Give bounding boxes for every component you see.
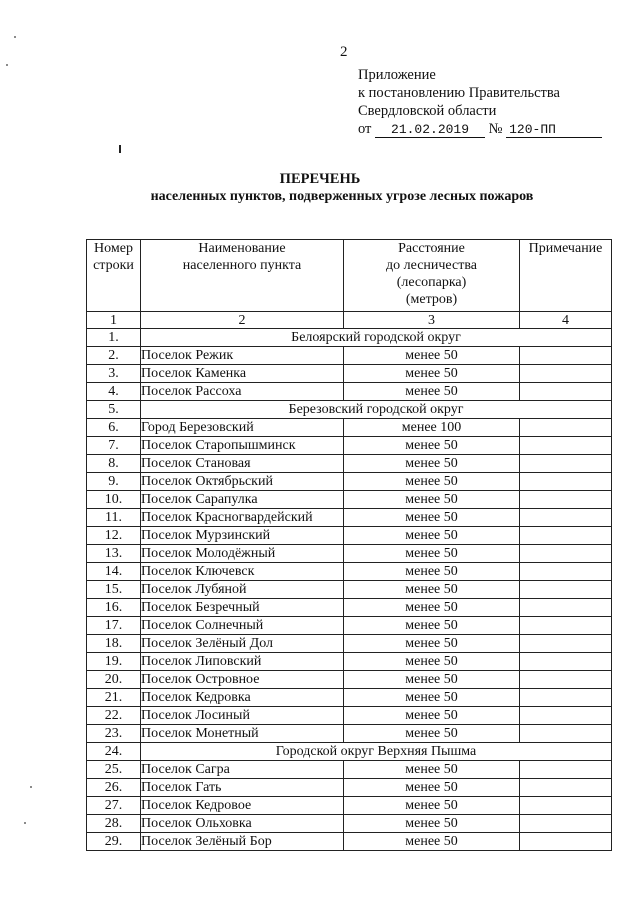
column-number: 4 <box>520 312 612 329</box>
scan-speck <box>6 64 8 66</box>
district-name: Городской округ Верхняя Пышма <box>141 743 612 761</box>
settlement-note <box>520 581 612 599</box>
settlement-name: Поселок Безречный <box>141 599 344 617</box>
table-row <box>87 707 612 725</box>
table-row <box>87 617 612 635</box>
settlement-distance: менее 50 <box>344 383 520 401</box>
header-note: Примечание <box>520 240 612 312</box>
document-title: ПЕРЕЧЕНЬ <box>279 171 361 187</box>
appendix-date: 21.02.2019 <box>375 122 485 138</box>
table-row <box>87 347 612 365</box>
settlement-distance: менее 50 <box>344 455 520 473</box>
settlement-note <box>520 545 612 563</box>
district-row <box>87 401 612 419</box>
appendix-number: 120-ПП <box>506 122 602 138</box>
table-row <box>87 797 612 815</box>
settlement-name: Поселок Рассоха <box>141 383 344 401</box>
table-row <box>87 491 612 509</box>
settlement-name: Поселок Каменка <box>141 365 344 383</box>
row-index: 10. <box>87 491 141 509</box>
settlement-note <box>520 383 612 401</box>
settlement-note <box>520 779 612 797</box>
row-index: 25. <box>87 761 141 779</box>
settlement-name: Поселок Кедровка <box>141 689 344 707</box>
settlement-note <box>520 797 612 815</box>
row-index: 18. <box>87 635 141 653</box>
row-index: 12. <box>87 527 141 545</box>
settlement-note <box>520 347 612 365</box>
settlement-distance: менее 50 <box>344 689 520 707</box>
settlement-note <box>520 455 612 473</box>
settlement-name: Поселок Сагра <box>141 761 344 779</box>
settlement-name: Поселок Ольховка <box>141 815 344 833</box>
settlement-distance: менее 50 <box>344 725 520 743</box>
district-name: Березовский городской округ <box>141 401 612 419</box>
settlement-distance: менее 50 <box>344 815 520 833</box>
row-index: 23. <box>87 725 141 743</box>
table-row <box>87 455 612 473</box>
settlement-note <box>520 653 612 671</box>
settlement-note <box>520 437 612 455</box>
table-row <box>87 527 612 545</box>
settlement-name: Поселок Зелёный Бор <box>141 833 344 851</box>
row-index: 5. <box>87 401 141 419</box>
appendix-block <box>358 66 602 138</box>
row-index: 27. <box>87 797 141 815</box>
settlement-distance: менее 50 <box>344 653 520 671</box>
settlement-name: Поселок Солнечный <box>141 617 344 635</box>
settlement-note <box>520 725 612 743</box>
table-row <box>87 725 612 743</box>
settlement-distance: менее 50 <box>344 797 520 815</box>
appendix-date-line <box>358 120 602 138</box>
district-name: Белоярский городской округ <box>141 329 612 347</box>
row-index: 19. <box>87 653 141 671</box>
table-row <box>87 761 612 779</box>
table-row <box>87 563 612 581</box>
row-index: 7. <box>87 437 141 455</box>
table-row <box>87 473 612 491</box>
settlement-name: Поселок Ключевск <box>141 563 344 581</box>
row-index: 3. <box>87 365 141 383</box>
settlement-note <box>520 599 612 617</box>
settlement-distance: менее 100 <box>344 419 520 437</box>
row-index: 1. <box>87 329 141 347</box>
scan-speck <box>30 786 32 788</box>
settlement-note <box>520 689 612 707</box>
row-index: 20. <box>87 671 141 689</box>
table-row <box>87 833 612 851</box>
settlement-name: Город Березовский <box>141 419 344 437</box>
appendix-line-2: к постановлению Правительства <box>358 85 560 101</box>
row-index: 24. <box>87 743 141 761</box>
settlement-note <box>520 473 612 491</box>
table-row <box>87 671 612 689</box>
settlement-name: Поселок Лосиный <box>141 707 344 725</box>
settlement-distance: менее 50 <box>344 671 520 689</box>
appendix-line-1: Приложение <box>358 67 436 83</box>
row-index: 2. <box>87 347 141 365</box>
settlement-note <box>520 671 612 689</box>
row-index: 22. <box>87 707 141 725</box>
settlement-note <box>520 419 612 437</box>
settlement-note <box>520 635 612 653</box>
column-number: 3 <box>344 312 520 329</box>
table-row <box>87 581 612 599</box>
settlement-distance: менее 50 <box>344 635 520 653</box>
settlement-name: Поселок Мурзинский <box>141 527 344 545</box>
settlement-distance: менее 50 <box>344 833 520 851</box>
table-row <box>87 815 612 833</box>
settlement-name: Поселок Гать <box>141 779 344 797</box>
row-index: 15. <box>87 581 141 599</box>
settlement-distance: менее 50 <box>344 617 520 635</box>
row-index: 21. <box>87 689 141 707</box>
settlement-note <box>520 491 612 509</box>
settlement-note <box>520 815 612 833</box>
settlement-distance: менее 50 <box>344 581 520 599</box>
settlement-distance: менее 50 <box>344 527 520 545</box>
table-row <box>87 383 612 401</box>
table-row <box>87 545 612 563</box>
table-body <box>87 312 612 851</box>
scan-speck <box>14 36 16 38</box>
table-row <box>87 635 612 653</box>
settlement-name: Поселок Кедровое <box>141 797 344 815</box>
settlement-name: Поселок Молодёжный <box>141 545 344 563</box>
row-index: 4. <box>87 383 141 401</box>
row-index: 11. <box>87 509 141 527</box>
date-prefix: от <box>358 121 372 137</box>
column-number: 1 <box>87 312 141 329</box>
table-row <box>87 509 612 527</box>
district-row <box>87 329 612 347</box>
settlement-note <box>520 527 612 545</box>
settlement-name: Поселок Сарапулка <box>141 491 344 509</box>
number-prefix: № <box>488 121 503 137</box>
settlement-name: Поселок Монетный <box>141 725 344 743</box>
row-index: 13. <box>87 545 141 563</box>
header-number: Номер строки <box>87 240 141 312</box>
settlement-name: Поселок Режик <box>141 347 344 365</box>
settlement-distance: менее 50 <box>344 599 520 617</box>
settlement-note <box>520 509 612 527</box>
settlement-distance: менее 50 <box>344 779 520 797</box>
table-row <box>87 779 612 797</box>
table-row <box>87 689 612 707</box>
settlement-distance: менее 50 <box>344 365 520 383</box>
settlement-note <box>520 563 612 581</box>
column-number: 2 <box>141 312 344 329</box>
appendix-line-3: Свердловской области <box>358 103 497 119</box>
settlement-distance: менее 50 <box>344 761 520 779</box>
settlement-distance: менее 50 <box>344 347 520 365</box>
settlement-note <box>520 365 612 383</box>
table-header-row <box>87 240 612 312</box>
scan-speck <box>24 822 26 824</box>
header-distance: Расстояние до лесничества (лесопарка) (метров) <box>344 240 520 312</box>
table-row <box>87 437 612 455</box>
settlement-name: Поселок Старопышминск <box>141 437 344 455</box>
column-number-row <box>87 312 612 329</box>
row-index: 14. <box>87 563 141 581</box>
settlement-name: Поселок Липовский <box>141 653 344 671</box>
settlement-name: Поселок Становая <box>141 455 344 473</box>
page-number: 2 <box>340 44 348 60</box>
settlement-note <box>520 707 612 725</box>
settlement-note <box>520 761 612 779</box>
settlement-distance: менее 50 <box>344 545 520 563</box>
settlement-distance: менее 50 <box>344 509 520 527</box>
settlements-table <box>86 239 612 851</box>
row-index: 26. <box>87 779 141 797</box>
settlement-name: Поселок Октябрьский <box>141 473 344 491</box>
row-index: 16. <box>87 599 141 617</box>
settlement-name: Поселок Красногвардейский <box>141 509 344 527</box>
district-row <box>87 743 612 761</box>
row-index: 8. <box>87 455 141 473</box>
header-name: Наименование населенного пункта <box>141 240 344 312</box>
settlement-distance: менее 50 <box>344 473 520 491</box>
settlement-name: Поселок Лубяной <box>141 581 344 599</box>
settlement-note <box>520 617 612 635</box>
row-index: 17. <box>87 617 141 635</box>
row-index: 9. <box>87 473 141 491</box>
scan-mark <box>119 145 121 153</box>
settlement-distance: менее 50 <box>344 563 520 581</box>
row-index: 29. <box>87 833 141 851</box>
settlement-name: Поселок Зелёный Дол <box>141 635 344 653</box>
settlement-distance: менее 50 <box>344 491 520 509</box>
document-subtitle: населенных пунктов, подверженных угрозе лесных пожаров <box>150 189 534 204</box>
settlement-distance: менее 50 <box>344 707 520 725</box>
settlement-name: Поселок Островное <box>141 671 344 689</box>
table-row <box>87 419 612 437</box>
settlement-note <box>520 833 612 851</box>
table-row <box>87 599 612 617</box>
table-row <box>87 365 612 383</box>
settlement-distance: менее 50 <box>344 437 520 455</box>
table-row <box>87 653 612 671</box>
row-index: 28. <box>87 815 141 833</box>
row-index: 6. <box>87 419 141 437</box>
